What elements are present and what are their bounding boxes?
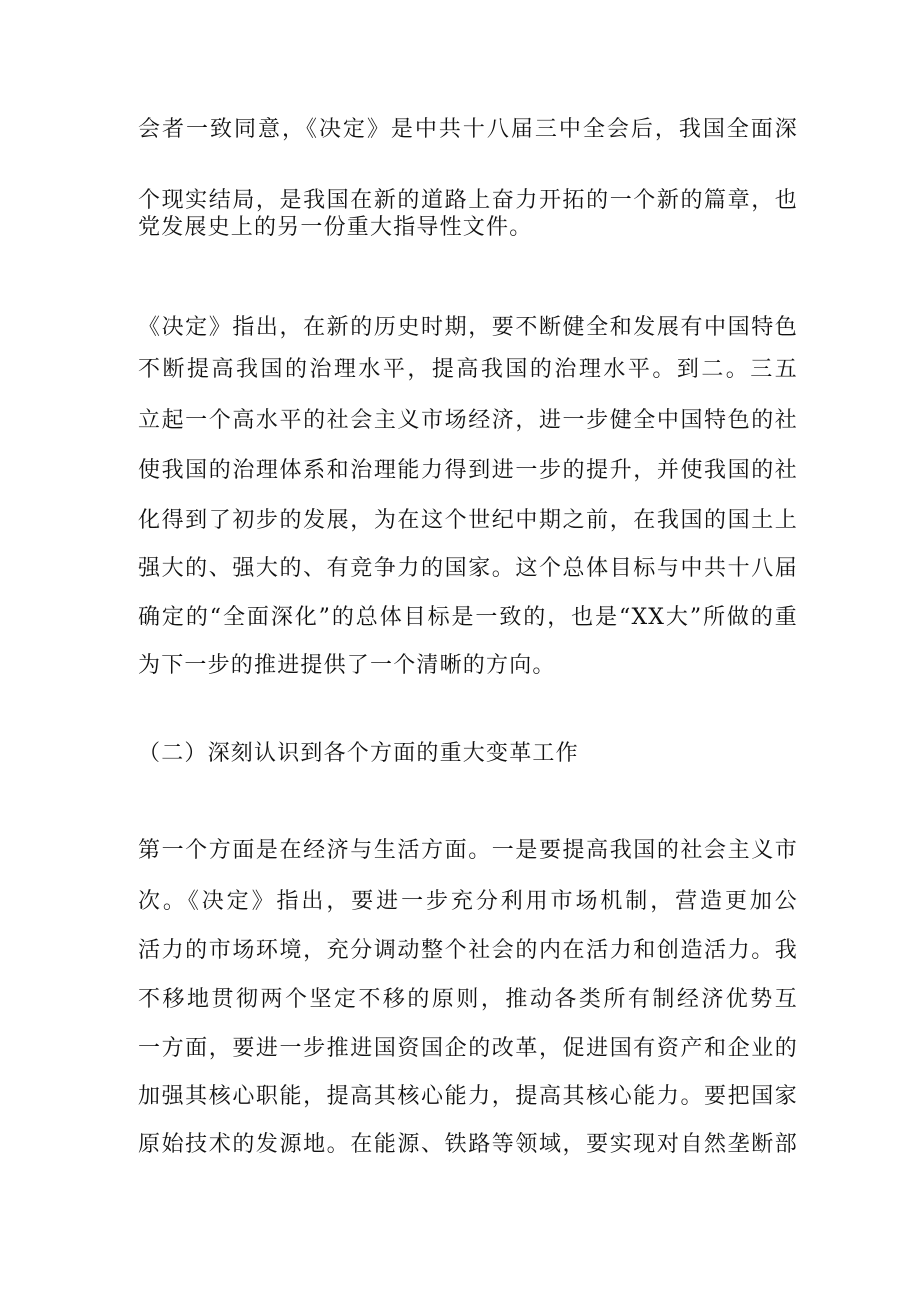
paragraph-2-line-1: 《决定》指出，在新的历史时期，要不断健全和发展有中国特色 (138, 315, 798, 340)
paragraph-1-line-1: 会者一致同意，《决定》是中共十八届三中全会后，我国全面深 (138, 117, 798, 142)
paragraph-3-line-7: 原始技术的发源地。在能源、铁路等领域，要实现对自然垄断部 (138, 1132, 798, 1157)
paragraph-2-line-3: 立起一个高水平的社会主义市场经济，进一步健全中国特色的社 (138, 408, 798, 433)
paragraph-2-line-7: 确定的“全面深化”的总体目标是一致的，也是“XX大”所做的重 (138, 605, 798, 630)
paragraph-1-line-3: 党发展史上的另一份重大指导性文件。 (138, 215, 533, 240)
paragraph-2-line-2: 不断提高我国的治理水平，提高我国的治理水平。到二。三五 (138, 357, 798, 382)
paragraph-2-line-5: 化得到了初步的发展，为在这个世纪中期之前，在我国的国土上 (138, 508, 798, 533)
paragraph-2-line-6: 强大的、强大的、有竞争力的国家。这个总体目标与中共十八届 (138, 556, 798, 581)
paragraph-3-line-1: 第一个方面是在经济与生活方面。一是要提高我国的社会主义市 (138, 838, 798, 863)
section-heading: （二）深刻认识到各个方面的重大变革工作 (138, 741, 579, 766)
paragraph-3-line-2: 次。《决定》指出，要进一步充分利用市场机制，营造更加公 (138, 889, 798, 914)
paragraph-2-line-8: 为下一步的推进提供了一个清晰的方向。 (138, 653, 556, 678)
paragraph-3-line-6: 加强其核心职能，提高其核心能力，提高其核心能力。要把国家 (138, 1084, 798, 1109)
paragraph-3-line-3: 活力的市场环境，充分调动整个社会的内在活力和创造活力。我 (138, 938, 798, 963)
paragraph-3-line-5: 一方面，要进一步推进国资国企的改革，促进国有资产和企业的 (138, 1036, 798, 1061)
paragraph-3-line-4: 不移地贯彻两个坚定不移的原则，推动各类所有制经济优势互 (138, 987, 798, 1012)
paragraph-1-line-2: 个现实结局，是我国在新的道路上奋力开拓的一个新的篇章，也 (138, 188, 798, 213)
paragraph-2-line-4: 使我国的治理体系和治理能力得到进一步的提升，并使我国的社 (138, 458, 798, 483)
